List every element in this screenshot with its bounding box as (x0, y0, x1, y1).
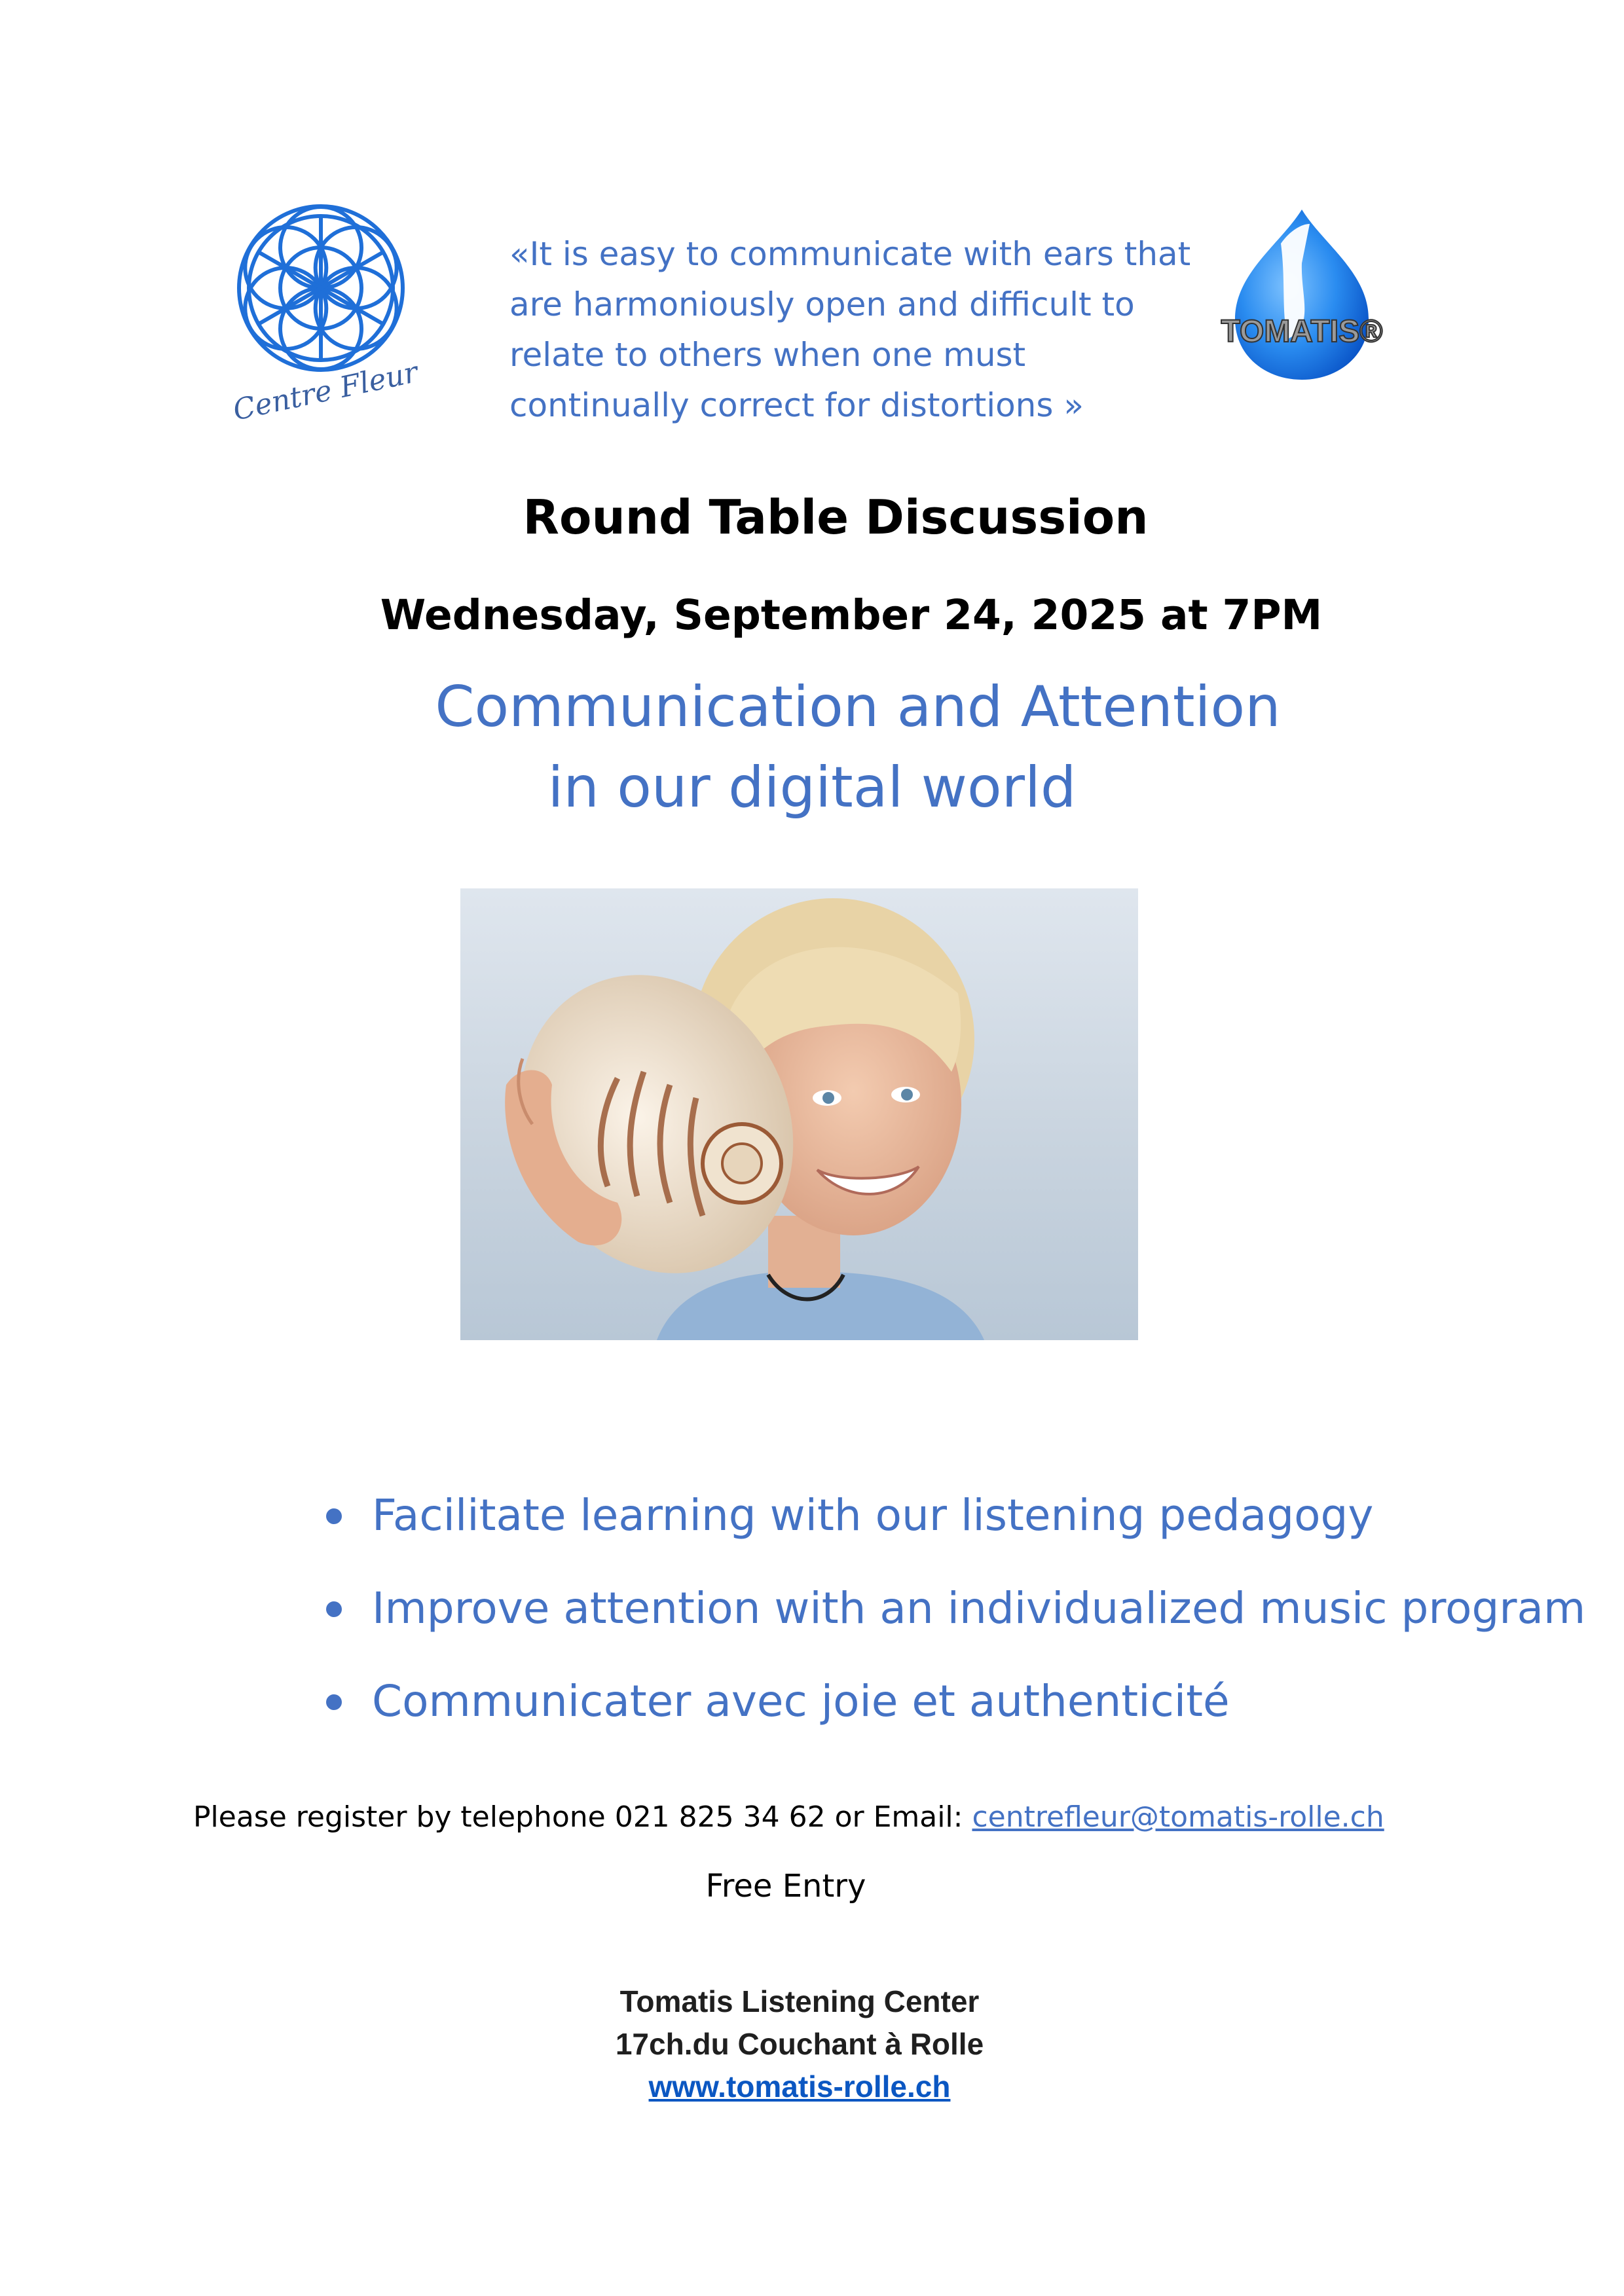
footer-address: 17ch.du Couchant à Rolle (615, 2027, 984, 2061)
child-with-shell-photo (460, 888, 1138, 1340)
header-quote (509, 229, 1197, 431)
event-subtitle-line1: Communication and Attention (435, 674, 1281, 740)
registration-text: Please register by telephone 021 825 34 62 or Email: (193, 1800, 972, 1834)
event-title: Round Table Discussion (523, 490, 1149, 545)
list-item (321, 1486, 1565, 1579)
quote-line: continually correct for distortions » (509, 386, 1084, 424)
tomatis-logo (1204, 204, 1400, 388)
tomatis-drop-icon (1204, 204, 1400, 388)
event-date: Wednesday, September 24, 2025 at 7PM (380, 591, 1323, 639)
flower-of-life-icon (229, 196, 432, 432)
list-item (321, 1672, 1565, 1765)
free-entry-label: Free Entry (705, 1868, 866, 1904)
tomatis-logo-text: TOMATIS® (1221, 314, 1383, 349)
quote-line: are harmoniously open and difficult to (509, 285, 1135, 323)
event-subtitle-line2: in our digital world (547, 755, 1077, 820)
bullet-text: Improve attention with an individualized music program (372, 1583, 1586, 1633)
bullet-text: Facilitate learning with our listening pedagogy (372, 1490, 1374, 1540)
website-link[interactable]: www.tomatis-rolle.ch (648, 2069, 951, 2104)
email-link[interactable]: centrefleur@tomatis-rolle.ch (972, 1800, 1384, 1834)
benefits-list (321, 1486, 1586, 1765)
centre-fleur-logo (229, 196, 432, 432)
bullet-icon (326, 1694, 342, 1710)
quote-line: relate to others when one must (509, 336, 1026, 374)
registration-info (193, 1800, 1503, 1834)
bullet-icon (326, 1508, 342, 1524)
centre-fleur-logo-text: Centre Fleur (230, 355, 421, 428)
bullet-text: Communicater avec joie et authenticité (372, 1676, 1230, 1726)
bullet-icon (326, 1601, 342, 1617)
list-item (321, 1579, 1586, 1672)
footer-center-name: Tomatis Listening Center (619, 1984, 980, 2018)
quote-line: «It is easy to communicate with ears that (509, 235, 1191, 273)
